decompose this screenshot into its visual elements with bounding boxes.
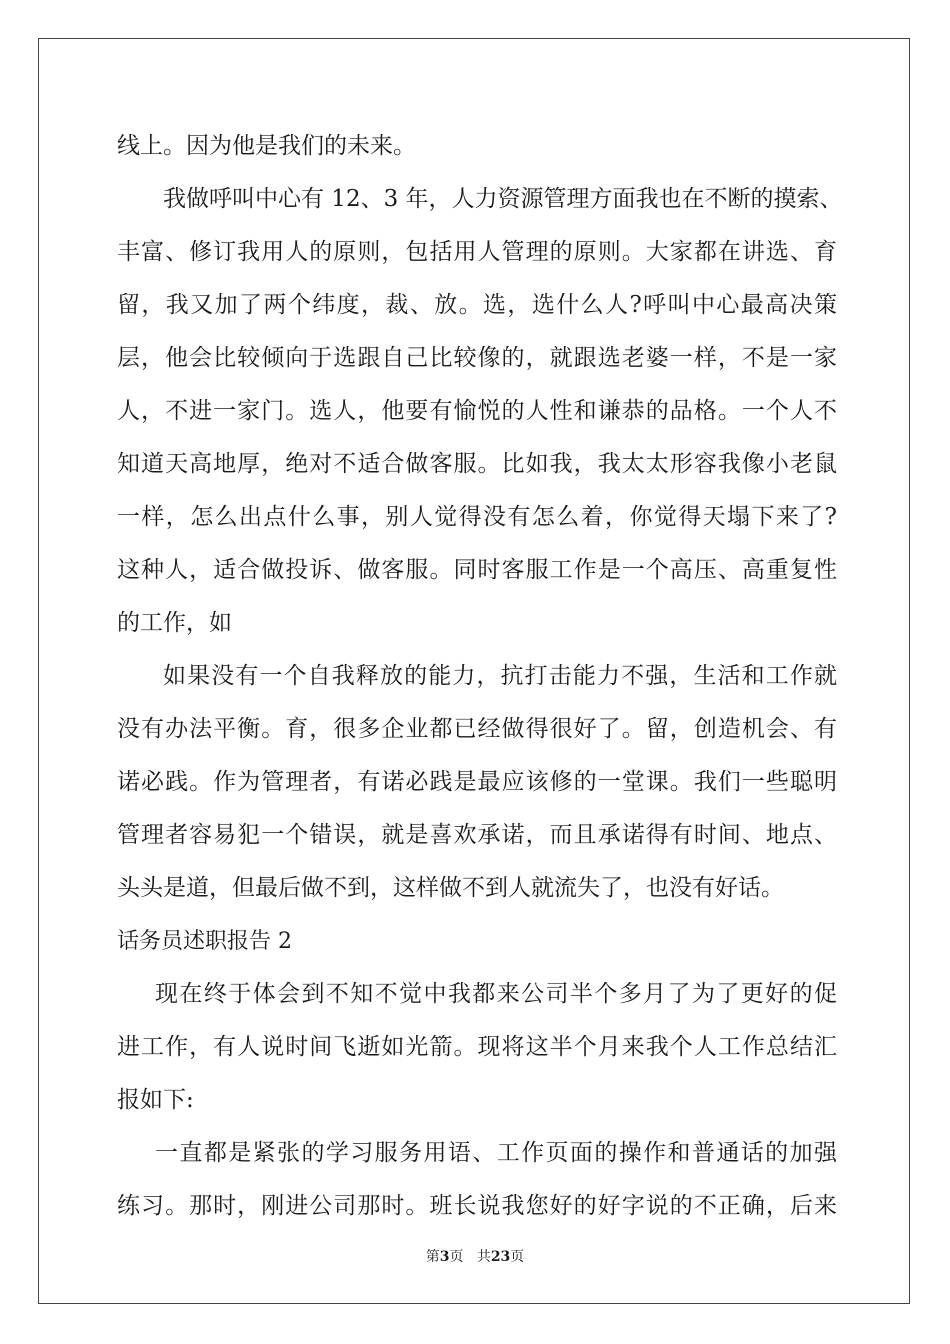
text-line: 报如下: — [117, 1087, 194, 1113]
total-pages: 23 — [490, 1249, 511, 1265]
page-suffix: 页 — [449, 1249, 464, 1265]
text-line: 知道天高地厚，绝对不适合做客服。比如我，我太太形容我像小老鼠 — [117, 451, 837, 477]
text-line: 留，我又加了两个纬度，裁、放。选，选什么人?呼叫中心最高决策 — [117, 292, 837, 318]
text-line: 一直都是紧张的学习服务用语、工作页面的操作和普通话的加强 — [155, 1140, 837, 1166]
text-line: 的工作，如 — [117, 610, 232, 636]
text-line: 现在终于体会到不知不觉中我都来公司半个多月了为了更好的促 — [155, 981, 837, 1007]
text-line: 线上。因为他是我们的未来。 — [117, 133, 416, 159]
text-line: 丰富、修订我用人的原则，包括用人管理的原则。大家都在讲选、育 — [117, 239, 837, 265]
text-line: 没有办法平衡。育，很多企业都已经做得很好了。留，创造机会、有 — [117, 716, 837, 742]
text-line: 这种人，适合做投诉、做客服。同时客服工作是一个高压、高重复性 — [117, 557, 837, 583]
text-line: 进工作，有人说时间飞逝如光箭。现将这半个月来我个人工作总结汇 — [117, 1034, 837, 1060]
document-body — [117, 120, 843, 1233]
text-line: 如果没有一个自我释放的能力，抗打击能力不强，生活和工作就 — [163, 663, 837, 689]
text-line: 人，不进一家门。选人，他要有愉悦的人性和谦恭的品格。一个人不 — [117, 398, 837, 424]
text-line: 层，他会比较倾向于选跟自己比较像的，就跟选老婆一样，不是一家 — [117, 345, 837, 371]
text-line: 诺必践。作为管理者，有诺必践是最应该修的一堂课。我们一些聪明 — [117, 769, 837, 795]
text-line: 一样，怎么出点什么事，别人觉得没有怎么着，你觉得天塌下来了? — [117, 504, 837, 530]
text-line: 我做呼叫中心有 12、3 年，人力资源管理方面我也在不断的摸索、 — [163, 186, 843, 212]
text-line: 管理者容易犯一个错误，就是喜欢承诺，而且承诺得有时间、地点、 — [117, 822, 837, 848]
page-footer — [0, 1246, 950, 1266]
total-prefix: 共 — [476, 1249, 491, 1265]
section-heading: 话务员述职报告 2 — [117, 929, 292, 954]
total-suffix: 页 — [510, 1249, 525, 1265]
page-number: 3 — [439, 1249, 450, 1265]
text-line: 练习。那时，刚进公司那时。班长说我您好的好字说的不正确，后来 — [117, 1193, 837, 1219]
page-prefix: 第 — [425, 1249, 440, 1265]
text-line: 头头是道，但最后做不到，这样做不到人就流失了，也没有好话。 — [117, 875, 784, 901]
